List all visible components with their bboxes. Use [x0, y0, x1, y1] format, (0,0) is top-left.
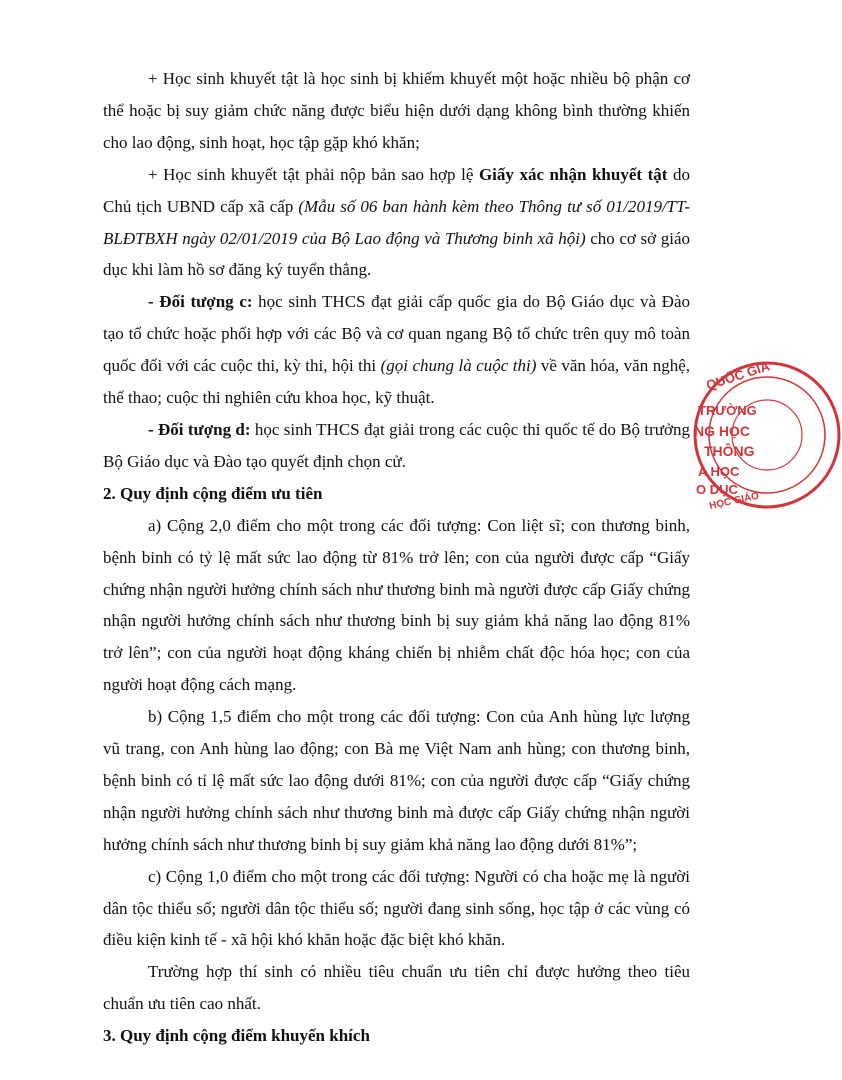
- paragraph-priority-c: c) Cộng 1,0 điểm cho một trong các đối tượng: Người có cha hoặc mẹ là người dân tộc thiểu số; người dân tộc thiểu số; người đang sinh sống, học tập ở các vùng có điều kiện kinh tế - xã hội khó khăn hoặc đặc biệt khó khăn.: [103, 866, 690, 950]
- svg-text:NG HỌC: NG HỌC: [694, 423, 750, 439]
- text-run: + Học sinh khuyết tật phải nộp bản sao hợp lệ: [148, 164, 479, 184]
- paragraph-disabled-certificate: [103, 159, 690, 287]
- subject-c-label: - Đối tượng c:: [148, 292, 253, 312]
- text-run: học sinh THCS đạt giải cấp quốc gia do Bộ Giáo dục và Đào tạo tổ chức hoặc phối hợp với các Bộ và cơ quan ngang Bộ tổ chức trên quy mô toàn quốc đối với các cuộc thi, kỳ thi, hội thi: [103, 292, 690, 376]
- seal-lettering: [694, 358, 772, 512]
- text-run: do Chủ tịch UBND cấp xã cấp: [103, 164, 690, 216]
- section-heading-3: 3. Quy định cộng điểm khuyến khích: [103, 1026, 370, 1046]
- paragraph-disabled-definition: + Học sinh khuyết tật là học sinh bị khiếm khuyết một hoặc nhiều bộ phận cơ thể hoặc bị suy giảm chức năng được biểu hiện dưới dạng không bình thường khiến cho lao động, sinh hoạt, học tập gặp khó khăn;: [103, 69, 690, 152]
- text-run: học sinh THCS đạt giải trong các cuộc thi quốc tế do Bộ trưởng Bộ Giáo dục và Đào tạo quyết định chọn cử.: [103, 419, 690, 471]
- text-run: về văn hóa, văn nghệ, thể thao; cuộc thi nghiên cứu khoa học, kỹ thuật.: [103, 356, 690, 408]
- text-run: cho cơ sở giáo dục khi làm hồ sơ đăng ký tuyển thẳng.: [103, 228, 690, 280]
- svg-text:HỌC GIÁO: HỌC GIÁO: [708, 490, 761, 512]
- note-italic: (gọi chung là cuộc thi): [380, 356, 537, 376]
- document-body: [103, 63, 690, 1052]
- paragraph-subject-c: [103, 286, 690, 414]
- paragraph-priority-a: a) Cộng 2,0 điểm cho một trong các đối tượng: Con liệt sĩ; con thương binh, bệnh binh có tỷ lệ mất sức lao động từ 81% trở lên; con của người được cấp “Giấy chứng nhận người hưởng chính sách như thương binh mà người được cấp Giấy chứng nhận người hưởng chính sách như thương binh bị suy giảm khả năng lao động 81% trở lên”; con của người hoạt động kháng chiến bị nhiễm chất độc hóa học; con của người hoạt động cách mạng.: [103, 515, 690, 695]
- svg-text:A HỌC: A HỌC: [698, 464, 740, 479]
- svg-text:TRƯỜNG: TRƯỜNG: [698, 403, 757, 418]
- official-seal: [692, 360, 842, 510]
- svg-text:O DỤC: O DỤC: [696, 482, 738, 497]
- legal-reference: (Mẫu số 06 ban hành kèm theo Thông tư số 01/2019/TT-BLĐTBXH ngày 02/01/2019 của Bộ Lao động và Thương binh xã hội): [103, 196, 690, 248]
- paragraph-priority-b: b) Cộng 1,5 điểm cho một trong các đối tượng: Con của Anh hùng lực lượng vũ trang, con Anh hùng lao động; con Bà mẹ Việt Nam anh hùng; con thương binh, bệnh binh có tỉ lệ mất sức lao động dưới 81%; con của người được cấp “Giấy chứng nhận người hưởng chính sách như thương binh mà được cấp Giấy chứng nhận người hưởng chính sách như thương binh bị suy giảm khả năng lao động dưới 81%”;: [103, 707, 690, 854]
- svg-text:THÔNG: THÔNG: [704, 443, 755, 459]
- paragraph-subject-d: [103, 414, 690, 478]
- subject-d-label: - Đối tượng d:: [148, 419, 251, 439]
- section-heading-2: 2. Quy định cộng điểm ưu tiên: [103, 483, 323, 503]
- svg-text:QUỐC GIA: QUỐC GIA: [704, 358, 772, 393]
- paragraph-highest-priority: Trường hợp thí sinh có nhiều tiêu chuẩn ưu tiên chỉ được hưởng theo tiêu chuẩn ưu tiên cao nhất.: [103, 962, 690, 1014]
- certificate-name: Giấy xác nhận khuyết tật: [478, 164, 668, 184]
